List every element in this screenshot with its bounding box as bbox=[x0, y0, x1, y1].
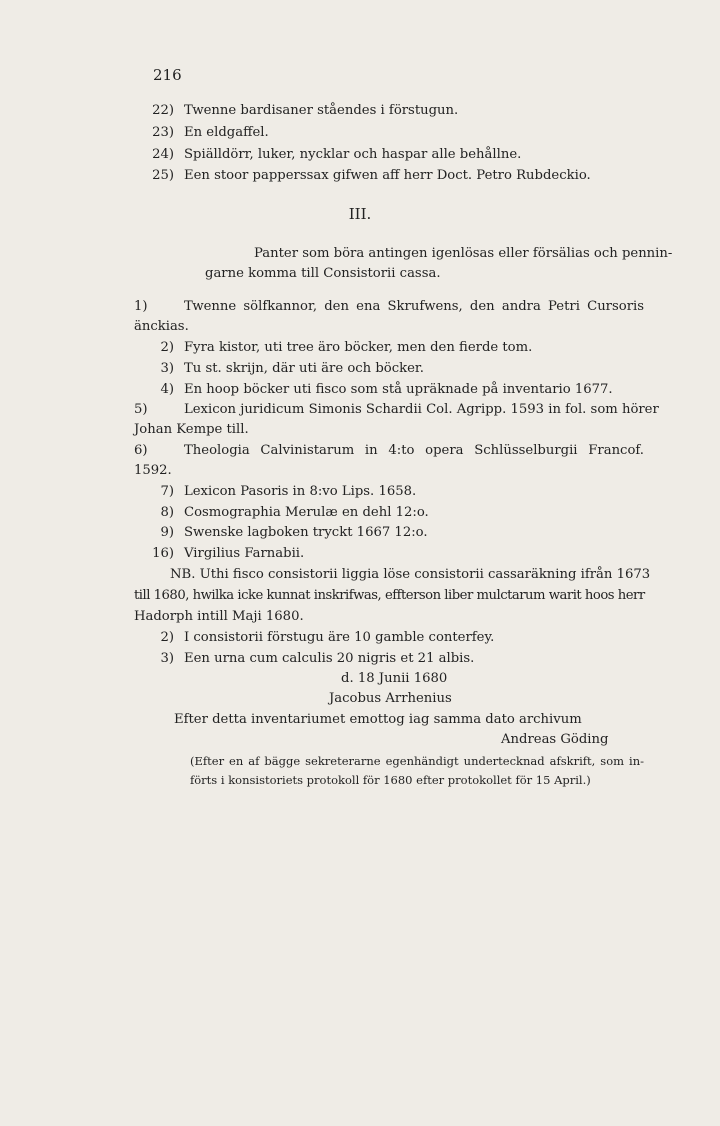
item-number: 2) bbox=[160, 630, 174, 645]
item-number: 5) bbox=[134, 402, 148, 417]
item-number: 22) bbox=[152, 103, 174, 118]
page-number: 216 bbox=[153, 66, 182, 84]
item-text: Lexicon Pasoris in 8:vo Lips. 1658. bbox=[184, 484, 417, 499]
item-number: 6) bbox=[134, 443, 148, 458]
list-item bbox=[134, 545, 304, 563]
item-number: 1) bbox=[134, 299, 148, 314]
list-item bbox=[134, 381, 613, 399]
item-text: En hoop böcker uti fisco som stå upräknade på inventario 1677. bbox=[184, 382, 613, 397]
receipt-line: Efter detta inventariumet emottog iag samma dato archivum bbox=[174, 712, 582, 727]
list-item bbox=[134, 524, 428, 542]
signature-name: Andreas Göding bbox=[501, 732, 609, 747]
intro-line: Panter som böra antingen igenlösas eller försälias och pennin- bbox=[254, 246, 673, 261]
item-number: 8) bbox=[160, 505, 174, 520]
item-text: En eldgaffel. bbox=[184, 125, 269, 140]
list-item bbox=[134, 360, 424, 378]
signature-name: Jacobus Arrhenius bbox=[329, 691, 452, 706]
item-text: Swenske lagboken tryckt 1667 12:o. bbox=[184, 525, 428, 540]
item-continuation: änckias. bbox=[134, 319, 189, 334]
list-item bbox=[134, 629, 494, 647]
item-number: 25) bbox=[152, 168, 174, 183]
item-number: 24) bbox=[152, 147, 174, 162]
item-text: Twenne bardisaner ståendes i förstugun. bbox=[184, 103, 459, 118]
list-item bbox=[134, 483, 416, 501]
section-heading: III. bbox=[348, 205, 372, 223]
list-item bbox=[134, 167, 591, 185]
list-item bbox=[134, 298, 644, 316]
item-text: I consistorii förstugu äre 10 gamble conterfey. bbox=[184, 630, 495, 645]
item-number: 4) bbox=[160, 382, 174, 397]
list-item bbox=[134, 339, 532, 357]
list-item bbox=[134, 146, 521, 164]
list-item bbox=[134, 442, 644, 460]
item-text: Theologia Calvinistarum in 4:to opera Schlüsselburgii Francof. bbox=[184, 443, 644, 458]
item-text: Een stoor papperssax gifwen aff herr Doct. Petro Rubdeckio. bbox=[184, 168, 591, 183]
list-item bbox=[134, 650, 474, 668]
list-item bbox=[134, 124, 269, 142]
item-text: Een urna cum calculis 20 nigris et 21 albis. bbox=[184, 651, 475, 666]
item-number: 3) bbox=[160, 651, 174, 666]
item-continuation: 1592. bbox=[134, 463, 172, 478]
list-item bbox=[134, 102, 458, 120]
nb-line: till 1680, hwilka icke kunnat inskrifwas, effterson liber mulctarum warit hoos herr bbox=[134, 588, 645, 603]
item-number: 9) bbox=[160, 525, 174, 540]
list-item bbox=[134, 401, 659, 419]
editorial-note-line: (Efter en af bägge sekreterarne egenhändigt undertecknad afskrift, som in- bbox=[190, 754, 644, 768]
item-text: Cosmographia Merulæ en dehl 12:o. bbox=[184, 505, 429, 520]
editorial-note-line: förts i konsistoriets protokoll för 1680 efter protokollet för 15 April.) bbox=[190, 773, 591, 787]
item-number: 16) bbox=[152, 546, 174, 561]
item-number: 3) bbox=[160, 361, 174, 376]
item-number: 7) bbox=[160, 484, 174, 499]
item-text: Spiälldörr, luker, nycklar och haspar alle behållne. bbox=[184, 147, 522, 162]
item-number: 2) bbox=[160, 340, 174, 355]
item-text: Tu st. skrijn, där uti äre och böcker. bbox=[184, 361, 424, 376]
item-text: Twenne sölfkannor, den ena Skrufwens, den andra Petri Cursoris bbox=[184, 299, 644, 314]
nb-line: NB. Uthi fisco consistorii liggia löse consistorii cassaräkning ifrån 1673 bbox=[170, 567, 651, 582]
list-item bbox=[134, 504, 429, 522]
nb-line: Hadorph intill Maji 1680. bbox=[134, 609, 304, 624]
item-text: Virgilius Farnabii. bbox=[184, 546, 305, 561]
item-text: Lexicon juridicum Simonis Schardii Col. Agripp. 1593 in fol. som hörer bbox=[184, 402, 659, 417]
item-number: 23) bbox=[152, 125, 174, 140]
item-text: Fyra kistor, uti tree äro böcker, men den fierde tom. bbox=[184, 340, 533, 355]
item-continuation: Johan Kempe till. bbox=[134, 422, 249, 437]
intro-line: garne komma till Consistorii cassa. bbox=[205, 266, 441, 281]
date-line: d. 18 Junii 1680 bbox=[341, 671, 448, 686]
